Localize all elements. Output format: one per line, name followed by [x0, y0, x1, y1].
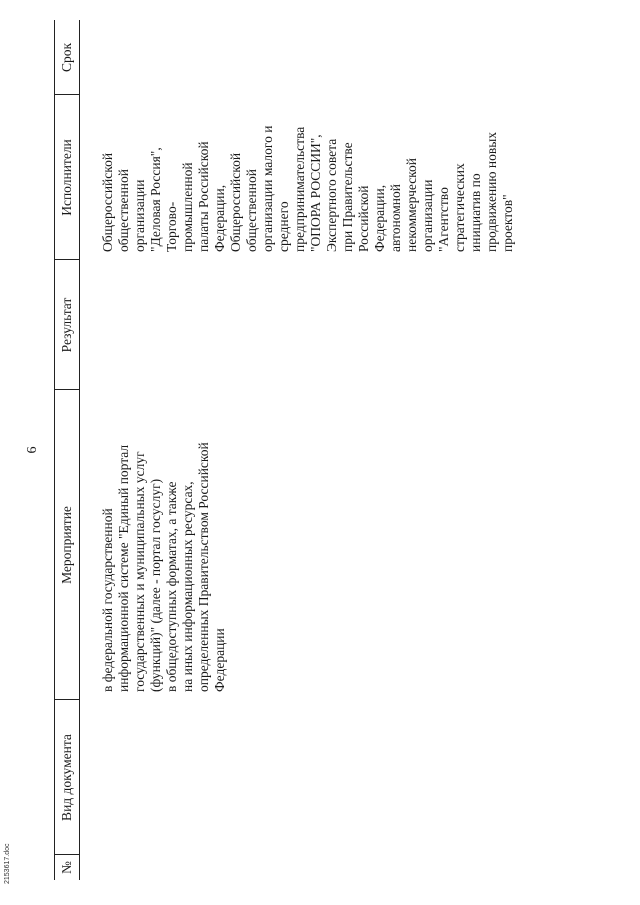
executor-text-line: палаты Российской: [196, 141, 211, 252]
executor-text-line: стратегических: [452, 163, 467, 252]
executor-text-line: при Правительстве: [340, 142, 355, 252]
executor-text-line: общественной: [244, 169, 259, 252]
executor-text-line: промышленной: [180, 162, 195, 252]
event-text-line: на иных информационных ресурсах,: [180, 481, 195, 692]
event-text-line: определенных Правительством Российской: [196, 442, 211, 692]
header-deadline: Срок: [59, 42, 74, 73]
event-text-line: Федерации: [212, 628, 227, 692]
executor-text-line: общественной: [116, 169, 131, 252]
executor-text-line: организации: [420, 179, 435, 252]
document-page: [20, 20, 620, 880]
event-text-line: (функций)" (далее - портал госуслуг): [148, 478, 163, 692]
event-text-line: информационной системе "Единый портал: [116, 444, 131, 692]
executor-text-line: проектов": [500, 194, 515, 252]
header-number: №: [59, 861, 74, 874]
executor-text-line: автономной: [388, 184, 403, 252]
event-text-line: в федеральной государственной: [100, 508, 115, 692]
header-event: Мероприятие: [59, 506, 74, 584]
executor-text-line: организации малого и: [260, 125, 275, 252]
executor-text-line: продвижению новых: [484, 131, 499, 252]
executor-text-line: "Агентство: [436, 187, 451, 252]
table-top-border: [54, 20, 55, 880]
executor-text-line: предпринимательства: [292, 126, 307, 252]
executor-text-line: инициатив по: [468, 173, 483, 252]
executor-text-line: Общероссийской: [100, 152, 115, 252]
executor-text-line: среднего: [276, 201, 291, 252]
page-number: 6: [25, 446, 40, 454]
executor-text-line: Торгово-: [164, 201, 179, 252]
executor-text-line: Федерации,: [212, 184, 227, 252]
header-result: Результат: [59, 297, 74, 353]
executor-text-line: организации: [132, 179, 147, 252]
executor-text-line: Федерации,: [372, 184, 387, 252]
event-cell: [100, 392, 228, 692]
header-document-type: Вид документа: [59, 734, 74, 821]
executors-cell: [100, 97, 516, 252]
file-code: 2153617.doc: [4, 843, 11, 884]
event-text-line: в общедоступных форматах, а также: [164, 481, 179, 692]
executor-text-line: Общероссийской: [228, 152, 243, 252]
header-executors: Исполнители: [59, 139, 74, 216]
event-text-line: государственных и муниципальных услуг: [132, 451, 147, 692]
header-bottom-border: [79, 20, 80, 880]
executor-text-line: некоммерческой: [404, 157, 419, 252]
executor-text-line: Российской: [356, 185, 371, 252]
executor-text-line: "Деловая Россия",: [148, 147, 163, 252]
executor-text-line: "ОПОРА РОССИИ",: [308, 134, 323, 252]
executor-text-line: Экспертного совета: [324, 138, 339, 252]
